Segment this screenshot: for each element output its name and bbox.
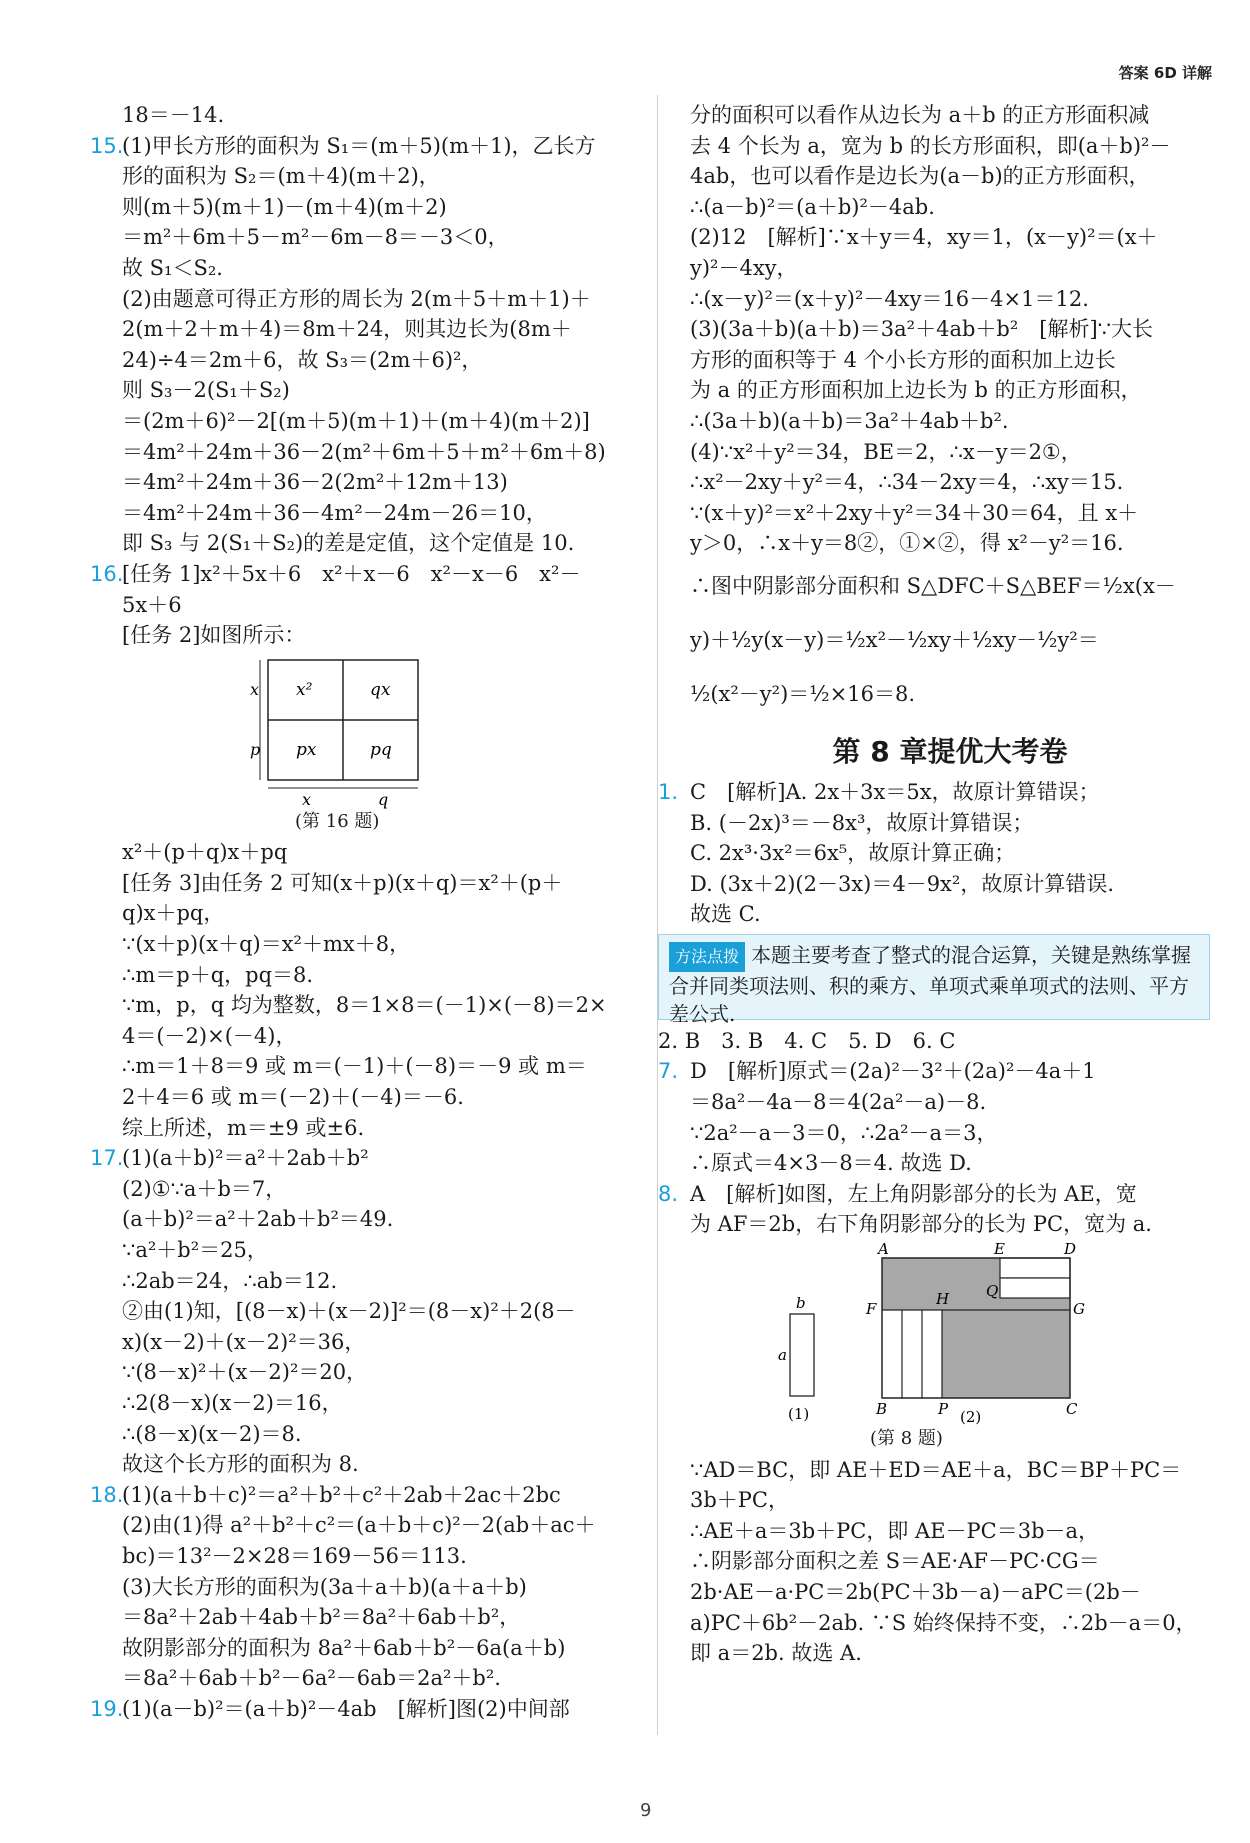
text-line: 即 S₃ 与 2(S₁＋S₂)的差是定值，这个定值是 10. — [122, 531, 575, 556]
text-line: C [解析]A. 2x＋3x＝5x，故原计算错误； — [690, 779, 1100, 804]
figure-8 — [750, 1240, 1110, 1427]
figure-16-cell: pq — [370, 739, 392, 760]
text-line: ＝4m²＋24m＋36－2(2m²＋12m＋13) — [122, 470, 508, 495]
text-line: 4＝(－2)×(－4)， — [122, 1023, 297, 1048]
text-line: ½(x²－y²)＝½×16＝8. — [690, 681, 915, 706]
text-line: D [解析]原式＝(2a)²－3²＋(2a)²－4a＋1 — [690, 1059, 1096, 1084]
text-line: ∴图中阴影部分面积和 S△DFC＋S△BEF＝½x(x－ — [690, 573, 1176, 598]
answer-19 — [90, 1694, 635, 1725]
text-line: ＝m²＋6m＋5－m²－6m－8＝－3＜0， — [122, 225, 509, 250]
text-line: C. 2x³·3x²＝6x⁵，故原计算正确； — [690, 841, 1016, 866]
text-line: 5x＋6 — [122, 592, 182, 617]
text-line: ∴(8－x)(x－2)＝8. — [122, 1421, 302, 1446]
text-line: 则 S₃－2(S₁＋S₂) — [122, 378, 290, 403]
figure-8-point-label: P — [938, 1400, 949, 1419]
answers-2-6: 2. B 3. B 4. C 5. D 6. C — [658, 1028, 956, 1053]
text-line: A [解析]如图，左上角阴影部分的长为 AE，宽 — [690, 1181, 1137, 1206]
answer-7 — [658, 1056, 1210, 1087]
answer-16 — [90, 559, 635, 590]
text-line: ∵(x＋y)²＝x²＋2xy＋y²＝34＋30＝64，且 x＋ — [690, 500, 1139, 525]
text-line: ∴(3a＋b)(a＋b)＝3a²＋4ab＋b². — [690, 408, 1009, 433]
figure-8-point-label: A — [878, 1240, 889, 1259]
question-number: 1. — [658, 779, 679, 804]
text-line: 故这个长方形的面积为 8. — [122, 1452, 359, 1477]
text-line: (1)(a－b)²＝(a＋b)²－4ab [解析]图(2)中间部 — [122, 1696, 570, 1721]
text-line: y)²－4xy， — [690, 255, 798, 280]
text-line: ＝8a²＋2ab＋4ab＋b²＝8a²＋6ab＋b²， — [122, 1605, 521, 1630]
figure-8-point-label: C — [1066, 1400, 1078, 1419]
method-tip-text: 本题主要考查了整式的混合运算，关键是熟练掌握合并同类项法则、积的乘方、单项式乘单项式的法则、平方差公式. — [669, 942, 1192, 1026]
text-line: (2)①∵a＋b＝7， — [122, 1176, 287, 1201]
figure-8-point-label: D — [1064, 1240, 1077, 1259]
text-line: ＝8a²＋6ab＋b²－6a²－6ab＝2a²＋b². — [122, 1666, 501, 1691]
text-line: 2b·AE－a·PC＝2b(PC＋3b－a)－aPC＝(2b－ — [690, 1580, 1141, 1604]
text-line: ∵a²＋b²＝25， — [122, 1238, 268, 1262]
page-header: 答案 6D 详解 — [1118, 64, 1212, 82]
text-line: (1)(a＋b)²＝a²＋2ab＋b² — [122, 1146, 369, 1171]
text-line: ∴(x－y)²＝(x＋y)²－4xy＝16－4×1＝12. — [690, 286, 1089, 311]
text-line: 故选 C. — [690, 902, 761, 927]
text-line: 故阴影部分的面积为 8a²＋6ab＋b²－6a(a＋b) — [122, 1635, 566, 1660]
question-number: 16. — [90, 561, 124, 586]
text-line: 故 S₁＜S₂. — [122, 255, 223, 280]
figure-16 — [250, 655, 450, 807]
figure-8-sub-caption: (1) — [788, 1405, 810, 1424]
text-line: 即 a＝2b. 故选 A. — [690, 1641, 862, 1666]
answer-15 — [90, 131, 635, 162]
figure-8-point-label: F — [866, 1300, 877, 1319]
text-line: ②由(1)知，[(8－x)＋(x－2)]²＝(8－x)²＋2(8－ — [122, 1299, 576, 1324]
figure-8-shade-bottom — [942, 1310, 1070, 1398]
text-line: x)(x－2)＋(x－2)²＝36， — [122, 1329, 366, 1354]
text-line: 为 a 的正方形面积加上边长为 b 的正方形面积， — [690, 378, 1142, 403]
text-line: ∴x²－2xy＋y²＝4，∴34－2xy＝4，∴xy＝15. — [690, 470, 1124, 495]
text-line: ∴AE＋a＝3b＋PC，即 AE－PC＝3b－a， — [690, 1518, 1100, 1543]
text-line: 形的面积为 S₂＝(m＋4)(m＋2)， — [122, 164, 440, 189]
figure-8-label: a — [778, 1346, 787, 1365]
question-number: 8. — [658, 1181, 679, 1206]
figure-8-point-label: G — [1073, 1300, 1085, 1319]
text-line: ＝4m²＋24m＋36－4m²－24m－26＝10， — [122, 500, 547, 525]
figure-8-point-label: H — [936, 1290, 950, 1309]
text-line: ∴阴影部分面积之差 S＝AE·AF－PC·CG＝ — [690, 1549, 1100, 1574]
text-line: 4ab，也可以看作是边长为(a－b)的正方形面积， — [690, 164, 1150, 189]
figure-8-point-label: E — [994, 1240, 1005, 1259]
text-line: ∵2a²－a－3＝0，∴2a²－a＝3， — [690, 1120, 998, 1145]
text-line: [任务 2]如图所示： — [122, 623, 306, 648]
question-number: 18. — [90, 1482, 124, 1507]
answer-17 — [90, 1143, 635, 1174]
figure-8-point-label: B — [876, 1400, 888, 1419]
text-line: ∵(8－x)²＋(x－2)²＝20， — [122, 1360, 368, 1385]
text-line: 为 AF＝2b，右下角阴影部分的长为 PC，宽为 a. — [690, 1212, 1152, 1237]
text-line: ∵(x＋p)(x＋q)＝x²＋mx＋8， — [122, 932, 411, 957]
chapter-title: 第 8 章提优大考卷 — [832, 734, 1068, 768]
text-line: ∵m，p，q 均为整数，8＝1×8＝(－1)×(－8)＝2× — [122, 993, 607, 1018]
text-line: 2(m＋2＋m＋4)＝8m＋24，则其边长为(8m＋ — [122, 317, 572, 342]
text-line: 则(m＋5)(m＋1)－(m＋4)(m＋2) — [122, 194, 447, 219]
text-line: ∴m＝1＋8＝9 或 m＝(－1)＋(－8)＝－9 或 m＝ — [122, 1054, 587, 1079]
text-line: (4)∵x²＋y²＝34，BE＝2，∴x－y＝2①， — [690, 439, 1082, 464]
figure-16-side-label: x — [250, 679, 260, 699]
text-line: 24)÷4＝2m＋6，故 S₃＝(2m＋6)²， — [122, 347, 483, 372]
question-number: 19. — [90, 1696, 124, 1721]
question-number: 15. — [90, 133, 124, 158]
figure-8-caption: (第 8 题) — [870, 1428, 943, 1450]
text-line: 去 4 个长为 a，宽为 b 的长方形面积，即(a＋b)²－ — [690, 133, 1171, 158]
figure-16-cell: qx — [370, 679, 391, 700]
text-line: 18＝－14. — [122, 103, 225, 127]
figure-16-caption: (第 16 题) — [295, 810, 380, 832]
text-line: ∴2ab＝24，∴ab＝12. — [122, 1268, 338, 1293]
method-tip-box — [658, 934, 1210, 1026]
text-line: ＝(2m＋6)²－2[(m＋5)(m＋1)＋(m＋4)(m＋2)] — [122, 408, 590, 433]
figure-8-point-label: Q — [986, 1282, 999, 1301]
text-line: D. (3x＋2)(2－3x)＝4－9x²，故原计算错误. — [690, 871, 1114, 896]
text-line: ∴2(8－x)(x－2)＝16， — [122, 1390, 343, 1415]
text-line: (3)(3a＋b)(a＋b)＝3a²＋4ab＋b² [解析]∵大长 — [690, 317, 1154, 342]
text-line: ∴原式＝4×3－8＝4. 故选 D. — [690, 1151, 972, 1176]
figure-8-label: b — [796, 1294, 806, 1313]
text-line: ＝4m²＋24m＋36－2(m²＋6m＋5＋m²＋6m＋8) — [122, 439, 606, 464]
text-line: ∵AD＝BC，即 AE＋ED＝AE＋a，BC＝BP＋PC＝ — [690, 1457, 1182, 1482]
figure-16-bottom-label: q — [378, 789, 389, 809]
left-column — [90, 100, 635, 1725]
text-line: x²＋(p＋q)x＋pq — [122, 840, 288, 865]
column-divider — [657, 95, 658, 1735]
text-line: (3)大长方形的面积为(3a＋a＋b)(a＋a＋b) — [122, 1574, 527, 1599]
text-line: ∴m＝p＋q，pq＝8. — [122, 962, 314, 987]
text-line: q)x＋pq， — [122, 901, 225, 926]
figure-8-strip — [1000, 1278, 1070, 1298]
text-line: 2＋4＝6 或 m＝(－2)＋(－4)＝－6. — [122, 1085, 464, 1110]
text-line: 分的面积可以看作从边长为 a＋b 的正方形面积减 — [690, 103, 1150, 127]
question-number: 17. — [90, 1146, 124, 1171]
text-line: (2)由(1)得 a²＋b²＋c²＝(a＋b＋c)²－2(ab＋ac＋ — [122, 1513, 596, 1538]
text-line: (1)甲长方形的面积为 S₁＝(m＋5)(m＋1)，乙长方 — [122, 133, 596, 158]
text-line: (a＋b)²＝a²＋2ab＋b²＝49. — [122, 1207, 394, 1232]
text-line: ∴(a－b)²＝(a＋b)²－4ab. — [690, 194, 935, 219]
text-line: bc)＝13²－2×28＝169－56＝113. — [122, 1543, 467, 1568]
figure-16-side-label: p — [250, 739, 261, 759]
text-line: y)＋½y(x－y)＝½x²－½xy＋½xy－½y²＝ — [690, 627, 1099, 652]
text-line: 综上所述，m＝±9 或±6. — [122, 1115, 365, 1140]
text-line: (2)12 [解析]∵x＋y＝4，xy＝1，(x－y)²＝(x＋ — [690, 225, 1158, 250]
text-line: 方形的面积等于 4 个小长方形的面积加上边长 — [690, 347, 1116, 372]
figure-8-strip — [1000, 1258, 1070, 1278]
text-line: 3b＋PC， — [690, 1488, 790, 1513]
answer-8 — [658, 1179, 1210, 1210]
method-tip-tag: 方法点拨 — [669, 942, 745, 972]
text-line: (1)(a＋b＋c)²＝a²＋b²＋c²＋2ab＋2ac＋2bc — [122, 1482, 561, 1507]
figure-8-sub-caption: (2) — [960, 1408, 982, 1427]
answer-18 — [90, 1480, 635, 1511]
text-line: ＝8a²－4a－8＝4(2a²－a)－8. — [690, 1090, 987, 1115]
text-line: (2)由题意可得正方形的周长为 2(m＋5＋m＋1)＋ — [122, 286, 591, 311]
page-number: 9 — [640, 1800, 652, 1821]
text-line: [任务 1]x²＋5x＋6 x²＋x－6 x²－x－6 x²－ — [122, 561, 581, 586]
text-line: B. (－2x)³＝－8x³，故原计算错误； — [690, 810, 1034, 835]
figure-8-small-rect — [790, 1314, 814, 1396]
answer-1 — [658, 777, 1210, 808]
figure-16-cell: x² — [296, 679, 313, 700]
figure-16-cell: px — [296, 739, 317, 760]
text-line: y＞0，∴x＋y＝8②，①×②，得 x²－y²＝16. — [690, 531, 1124, 556]
text-line: [任务 3]由任务 2 可知(x＋p)(x＋q)＝x²＋(p＋ — [122, 870, 563, 895]
text-line: a)PC＋6b²－2ab. ∵S 始终保持不变，∴2b－a＝0， — [690, 1610, 1197, 1635]
right-column — [658, 100, 1210, 1669]
figure-16-bottom-label: x — [302, 789, 312, 809]
question-number: 7. — [658, 1059, 679, 1084]
